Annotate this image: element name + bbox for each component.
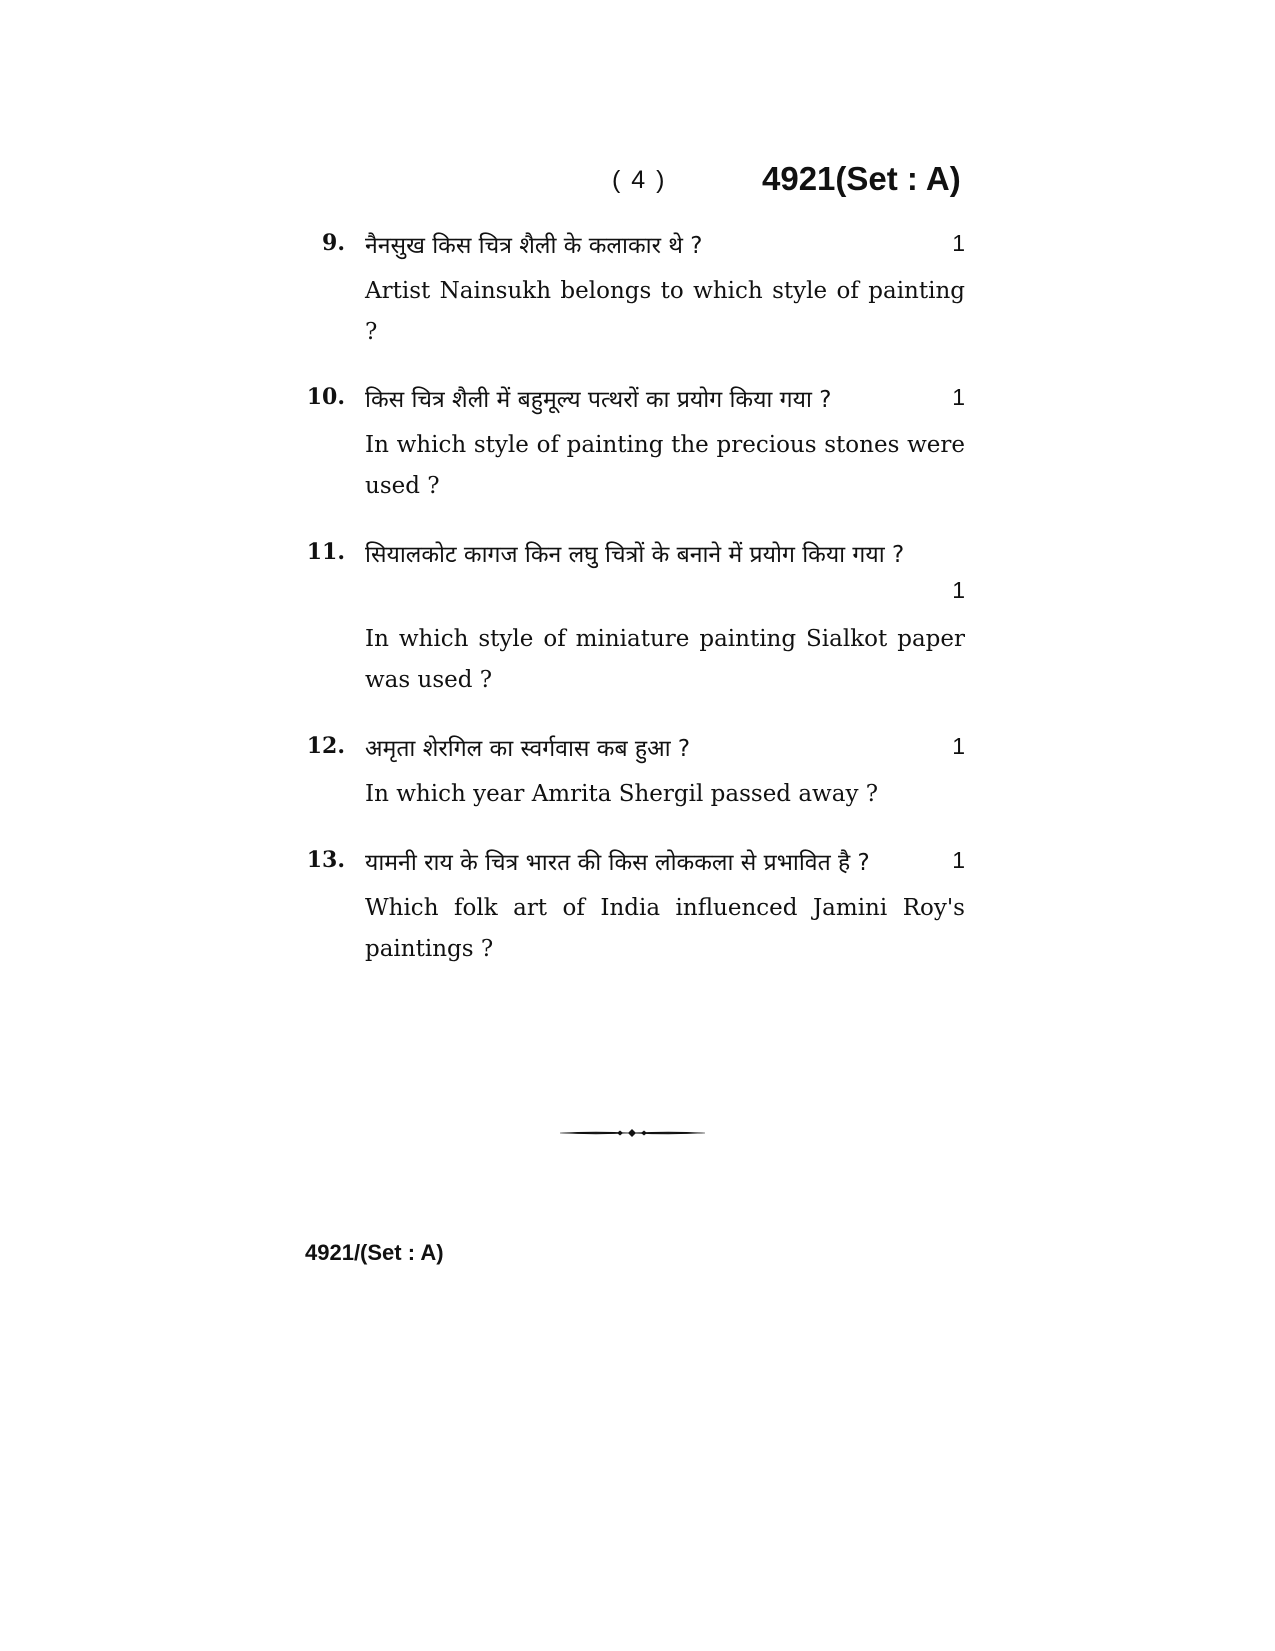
question-marks: 1 — [952, 733, 965, 759]
question-number: 11. — [306, 539, 345, 565]
paper-code-header: 4921(Set : A) — [762, 160, 961, 197]
question-text-english: In which year Amrita Shergil passed away ? — [365, 781, 879, 807]
question-text-hindi: किस चित्र शैली में बहुमूल्य पत्थरों का प्रयोग किया गया ? — [365, 387, 832, 413]
question-text-hindi: सियालकोट कागज किन लघु चित्रों के बनाने में प्रयोग किया गया ? — [365, 542, 905, 568]
question-marks: 1 — [952, 230, 965, 256]
question-number: 10. — [306, 384, 345, 410]
question-text-english: Artist Nainsukh belongs to which style of painting ? — [365, 278, 965, 345]
question-marks: 1 — [952, 384, 965, 410]
paper-code-footer: 4921/(Set : A) — [305, 1240, 444, 1265]
question-text-english: In which style of miniature painting Sialkot paper was used ? — [365, 626, 965, 693]
question-text-hindi: नैनसुख किस चित्र शैली के कलाकार थे ? — [365, 233, 703, 259]
page-number: ( 4 ) — [612, 166, 667, 194]
question-text-english: In which style of painting the precious stones were used ? — [365, 432, 965, 499]
question-text-english: Which folk art of India influenced Jamini Roy's paintings ? — [365, 895, 965, 962]
question-number: 12. — [306, 733, 345, 759]
question-text-hindi: यामनी राय के चित्र भारत की किस लोककला से प्रभावित है ? — [365, 850, 870, 876]
question-text-hindi: अमृता शेरगिल का स्वर्गवास कब हुआ ? — [365, 736, 691, 762]
question-number: 13. — [306, 847, 345, 873]
question-number: 9. — [322, 230, 345, 256]
end-divider-ornament — [560, 1128, 705, 1138]
question-marks: 1 — [952, 847, 965, 873]
question-marks: 1 — [952, 577, 965, 603]
